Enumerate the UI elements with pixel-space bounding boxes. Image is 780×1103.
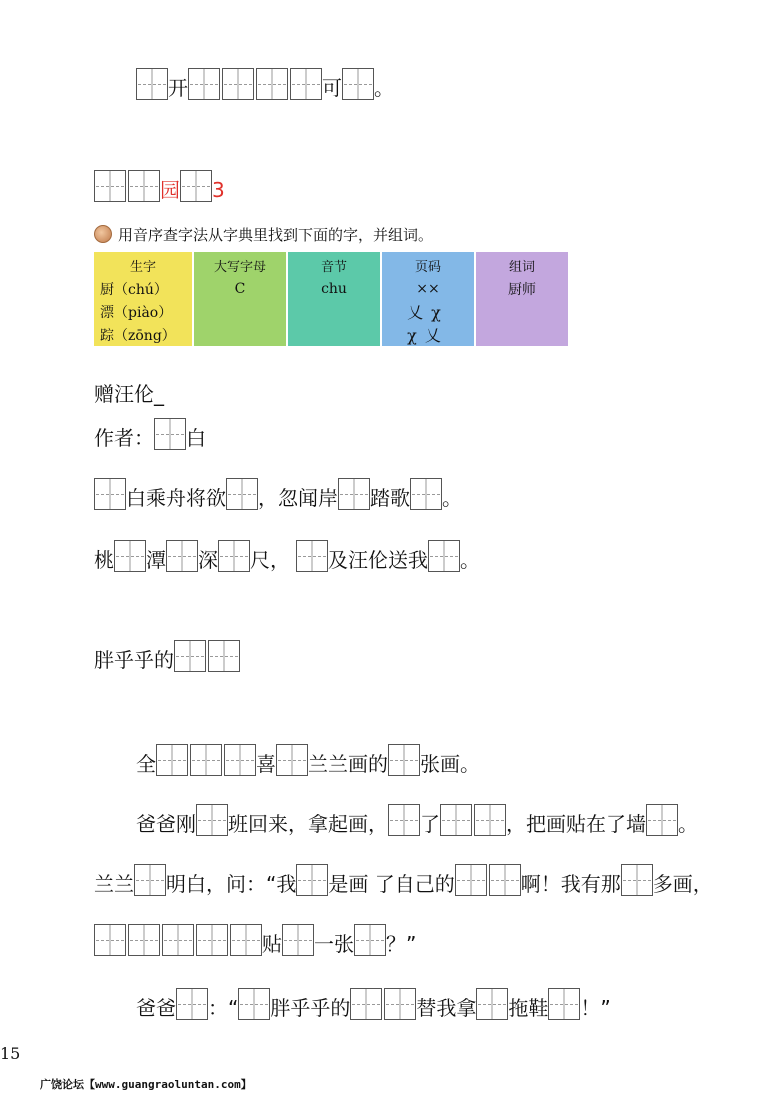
table-cell: 厨师 bbox=[476, 278, 568, 300]
handwritten-mark: 乂χ bbox=[382, 300, 474, 323]
text: 明白，问：“我 bbox=[166, 872, 297, 896]
answer-box[interactable] bbox=[128, 924, 160, 956]
lookup-table bbox=[92, 252, 570, 346]
text: 兰兰 bbox=[94, 872, 134, 896]
text: 及汪伦送我 bbox=[328, 548, 428, 572]
text: 。 bbox=[374, 76, 394, 100]
answer-box[interactable] bbox=[388, 744, 420, 776]
answer-box[interactable] bbox=[166, 540, 198, 572]
answer-box[interactable] bbox=[94, 170, 126, 202]
story-line-5 bbox=[136, 984, 611, 1020]
story-line-3 bbox=[94, 860, 713, 896]
answer-box[interactable] bbox=[208, 640, 240, 672]
text: 潭 bbox=[146, 548, 166, 572]
text: 多画， bbox=[652, 872, 713, 896]
textbook-table-image bbox=[94, 222, 578, 346]
text: 胖乎乎的 bbox=[94, 648, 174, 672]
text: 赠汪伦_ bbox=[94, 382, 164, 406]
answer-box[interactable] bbox=[94, 478, 126, 510]
text: 全 bbox=[136, 752, 156, 776]
answer-box[interactable] bbox=[410, 478, 442, 510]
instruction bbox=[94, 222, 578, 246]
text: 胖乎乎的 bbox=[270, 996, 351, 1020]
text: ，把画贴在了墙 bbox=[506, 812, 646, 836]
answer-box[interactable] bbox=[218, 540, 250, 572]
handwritten-mark: χ乂 bbox=[382, 323, 474, 346]
text: 张画。 bbox=[420, 752, 480, 776]
text: 深 bbox=[198, 548, 218, 572]
answer-box[interactable] bbox=[474, 804, 506, 836]
answer-box[interactable] bbox=[222, 68, 254, 100]
table-cell[interactable] bbox=[288, 323, 380, 346]
poem-author bbox=[94, 414, 206, 450]
text: 。 bbox=[678, 812, 698, 836]
answer-box[interactable] bbox=[646, 804, 678, 836]
text: 尺， bbox=[250, 548, 290, 572]
footer-watermark[interactable]: 广饶论坛【www.guangraoluntan.com】 bbox=[40, 1078, 252, 1091]
answer-box[interactable] bbox=[180, 170, 212, 202]
story-line-2 bbox=[136, 800, 698, 836]
table-cell: 漂（piào） bbox=[94, 300, 192, 323]
text: 可 bbox=[322, 76, 342, 100]
answer-box[interactable] bbox=[342, 68, 374, 100]
text: 白 bbox=[186, 426, 206, 450]
answer-box[interactable] bbox=[296, 540, 328, 572]
answer-box[interactable] bbox=[276, 744, 308, 776]
answer-box[interactable] bbox=[176, 988, 208, 1020]
answer-box[interactable] bbox=[190, 744, 222, 776]
table-cell[interactable] bbox=[194, 300, 286, 323]
red-text: 园 bbox=[160, 178, 180, 202]
answer-box[interactable] bbox=[282, 924, 314, 956]
text: 班回来，拿起画， bbox=[228, 812, 388, 836]
answer-box[interactable] bbox=[256, 68, 288, 100]
table-cell[interactable] bbox=[476, 300, 568, 323]
answer-box[interactable] bbox=[238, 988, 270, 1020]
answer-box[interactable] bbox=[489, 864, 521, 896]
answer-box[interactable] bbox=[350, 988, 382, 1020]
text: 是画 了自己的 bbox=[328, 872, 455, 896]
header-cell: 音节 bbox=[288, 252, 380, 278]
header-cell: 大写字母 bbox=[194, 252, 286, 278]
red-text: 3 bbox=[212, 178, 225, 202]
table-cell[interactable] bbox=[476, 323, 568, 346]
text: 一张 bbox=[314, 932, 354, 956]
answer-box[interactable] bbox=[162, 924, 194, 956]
text: 开 bbox=[168, 76, 188, 100]
text: 贴 bbox=[262, 932, 282, 956]
answer-box[interactable] bbox=[224, 744, 256, 776]
text: ！” bbox=[580, 996, 611, 1020]
text: 。 bbox=[442, 486, 462, 510]
answer-box[interactable] bbox=[114, 540, 146, 572]
answer-box[interactable] bbox=[354, 924, 386, 956]
header-cell: 生字 bbox=[94, 252, 192, 278]
answer-box[interactable] bbox=[384, 988, 416, 1020]
answer-box[interactable] bbox=[94, 924, 126, 956]
text: 兰兰画的 bbox=[308, 752, 388, 776]
answer-box[interactable] bbox=[156, 744, 188, 776]
text: ：“ bbox=[208, 996, 239, 1020]
text: 替我拿 bbox=[416, 996, 477, 1020]
table-row bbox=[94, 323, 568, 346]
poem-title bbox=[94, 370, 164, 406]
table-cell: 踪（zōng） bbox=[94, 323, 192, 346]
text: 桃 bbox=[94, 548, 114, 572]
text: 啊！我有那 bbox=[520, 872, 621, 896]
table-cell: chu bbox=[288, 278, 380, 300]
answer-box[interactable] bbox=[128, 170, 160, 202]
answer-box[interactable] bbox=[136, 68, 168, 100]
exercise-line-2 bbox=[94, 166, 225, 202]
table-cell[interactable] bbox=[194, 323, 286, 346]
story-title bbox=[94, 636, 240, 672]
answer-box[interactable] bbox=[428, 540, 460, 572]
answer-box[interactable] bbox=[455, 864, 487, 896]
answer-box[interactable] bbox=[338, 478, 370, 510]
text: ？” bbox=[386, 932, 417, 956]
answer-box[interactable] bbox=[548, 988, 580, 1020]
table-cell: ×× bbox=[382, 278, 474, 300]
answer-box[interactable] bbox=[154, 418, 186, 450]
answer-box[interactable] bbox=[476, 988, 508, 1020]
answer-box[interactable] bbox=[134, 864, 166, 896]
text: 踏歌 bbox=[370, 486, 410, 510]
text: 白乘舟将欲 bbox=[126, 486, 226, 510]
story-line-1 bbox=[136, 740, 480, 776]
text: 作者： bbox=[94, 426, 154, 450]
answer-box[interactable] bbox=[230, 924, 262, 956]
text: 。 bbox=[460, 548, 480, 572]
text: 喜 bbox=[256, 752, 276, 776]
table-header bbox=[94, 252, 568, 278]
answer-box[interactable] bbox=[621, 864, 653, 896]
header-cell: 页码 bbox=[382, 252, 474, 278]
text: 爸爸 bbox=[136, 996, 176, 1020]
header-cell: 组词 bbox=[476, 252, 568, 278]
exercise-line-1 bbox=[136, 64, 394, 100]
story-line-4 bbox=[94, 920, 416, 956]
page-number: 15 bbox=[0, 1044, 21, 1063]
table-row bbox=[94, 300, 568, 323]
table-cell: 厨（chú） bbox=[94, 278, 192, 300]
answer-box[interactable] bbox=[290, 68, 322, 100]
poem-line-1 bbox=[94, 474, 462, 510]
instruction-text: 用音序查字法从字典里找到下面的字，并组词。 bbox=[118, 225, 434, 244]
answer-box[interactable] bbox=[440, 804, 472, 836]
text: 爸爸刚 bbox=[136, 812, 196, 836]
table-row bbox=[94, 278, 568, 300]
text: 拖鞋 bbox=[508, 996, 549, 1020]
text: ，忽闻岸 bbox=[258, 486, 338, 510]
exercise-icon bbox=[94, 225, 112, 243]
answer-box[interactable] bbox=[388, 804, 420, 836]
text: 了 bbox=[420, 812, 440, 836]
table-cell: C bbox=[194, 278, 286, 300]
answer-box[interactable] bbox=[296, 864, 328, 896]
table-cell[interactable] bbox=[288, 300, 380, 323]
answer-box[interactable] bbox=[188, 68, 220, 100]
answer-box[interactable] bbox=[226, 478, 258, 510]
poem-line-2 bbox=[94, 536, 480, 572]
answer-box[interactable] bbox=[174, 640, 206, 672]
answer-box[interactable] bbox=[196, 804, 228, 836]
answer-box[interactable] bbox=[196, 924, 228, 956]
